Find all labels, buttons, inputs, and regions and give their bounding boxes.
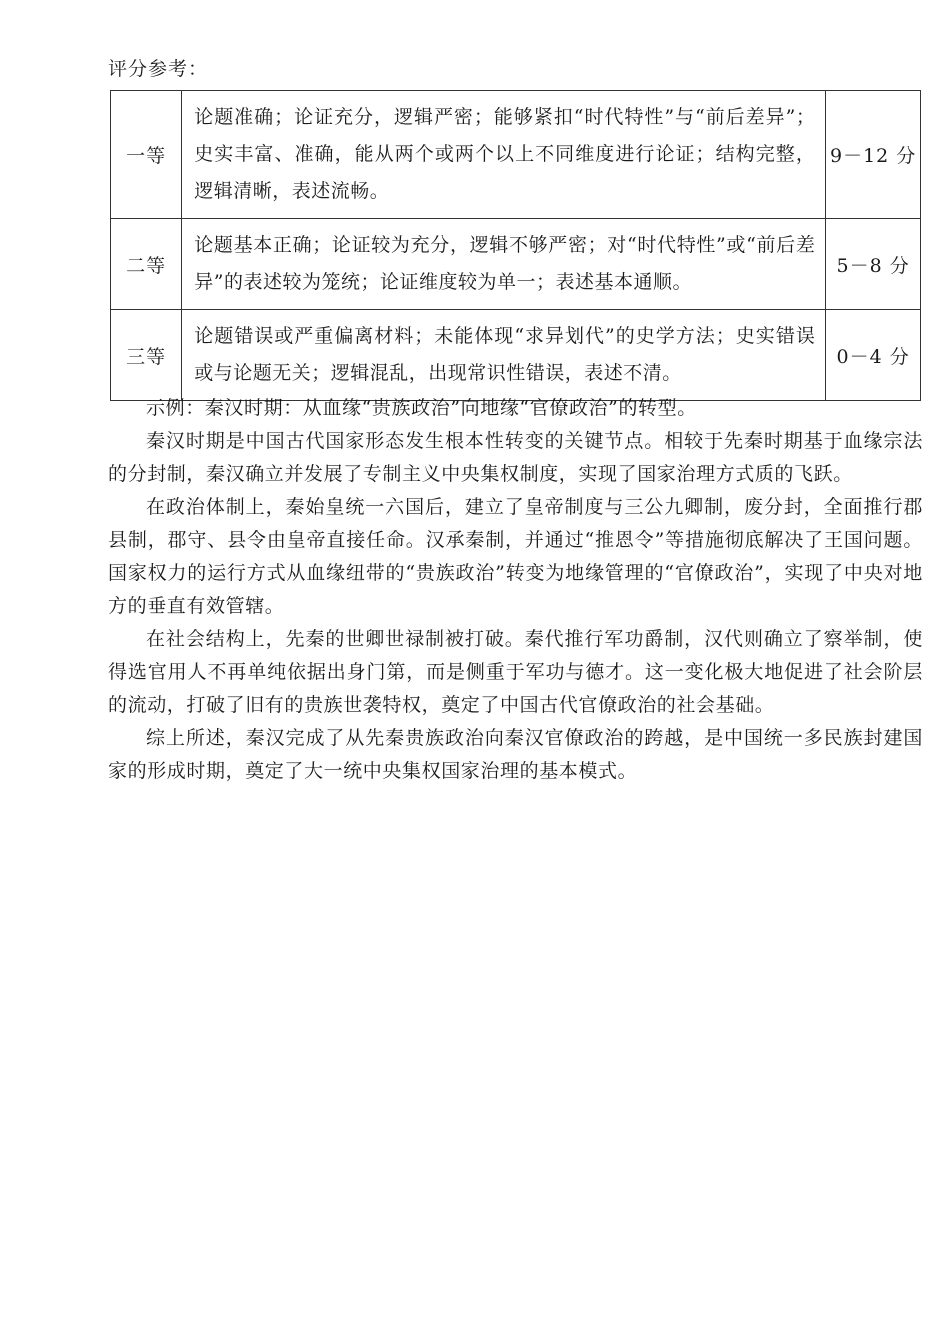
rubric-description: 论题错误或严重偏离材料；未能体现“求异划代”的史学方法；史实错误或与论题无关；逻辑混乱，出现常识性错误，表述不清。 bbox=[182, 310, 826, 401]
example-title: 示例：秦汉时期：从血缘“贵族政治”向地缘“官僚政治”的转型。 bbox=[146, 397, 697, 419]
rubric-level: 一等 bbox=[111, 91, 182, 219]
table-row bbox=[111, 219, 921, 310]
scoring-heading: 评分参考： bbox=[108, 58, 209, 80]
rubric-level: 二等 bbox=[111, 219, 182, 310]
rubric-score: 0－4 分 bbox=[826, 310, 921, 401]
rubric-level: 三等 bbox=[111, 310, 182, 401]
example-paragraph: 综上所述，秦汉完成了从先秦贵族政治向秦汉官僚政治的跨越，是中国统一多民族封建国家的形成时期，奠定了大一统中央集权国家治理的基本模式。 bbox=[108, 727, 923, 782]
example-paragraph: 在政治体制上，秦始皇统一六国后，建立了皇帝制度与三公九卿制，废分封，全面推行郡县制，郡守、县令由皇帝直接任命。汉承秦制，并通过“推恩令”等措施彻底解决了王国问题。国家权力的运行方式从血缘纽带的“贵族政治”转变为地缘管理的“官僚政治”，实现了中央对地方的垂直有效管辖。 bbox=[108, 496, 923, 617]
example-essay bbox=[108, 392, 923, 788]
rubric-description: 论题基本正确；论证较为充分，逻辑不够严密；对“时代特性”或“前后差异”的表述较为笼统；论证维度较为单一；表述基本通顺。 bbox=[182, 219, 826, 310]
rubric-description: 论题准确；论证充分，逻辑严密；能够紧扣“时代特性”与“前后差异”；史实丰富、准确，能从两个或两个以上不同维度进行论证；结构完整，逻辑清晰，表述流畅。 bbox=[182, 91, 826, 219]
rubric-score: 5－8 分 bbox=[826, 219, 921, 310]
rubric-score: 9－12 分 bbox=[826, 91, 921, 219]
scoring-rubric-table bbox=[110, 90, 921, 401]
example-paragraph: 在社会结构上，先秦的世卿世禄制被打破。秦代推行军功爵制，汉代则确立了察举制，使得选官用人不再单纯依据出身门第，而是侧重于军功与德才。这一变化极大地促进了社会阶层的流动，打破了旧有的贵族世袭特权，奠定了中国古代官僚政治的社会基础。 bbox=[108, 628, 923, 716]
table-row bbox=[111, 310, 921, 401]
example-paragraph: 秦汉时期是中国古代国家形态发生根本性转变的关键节点。相较于先秦时期基于血缘宗法的分封制，秦汉确立并发展了专制主义中央集权制度，实现了国家治理方式质的飞跃。 bbox=[108, 430, 923, 485]
table-row bbox=[111, 91, 921, 219]
